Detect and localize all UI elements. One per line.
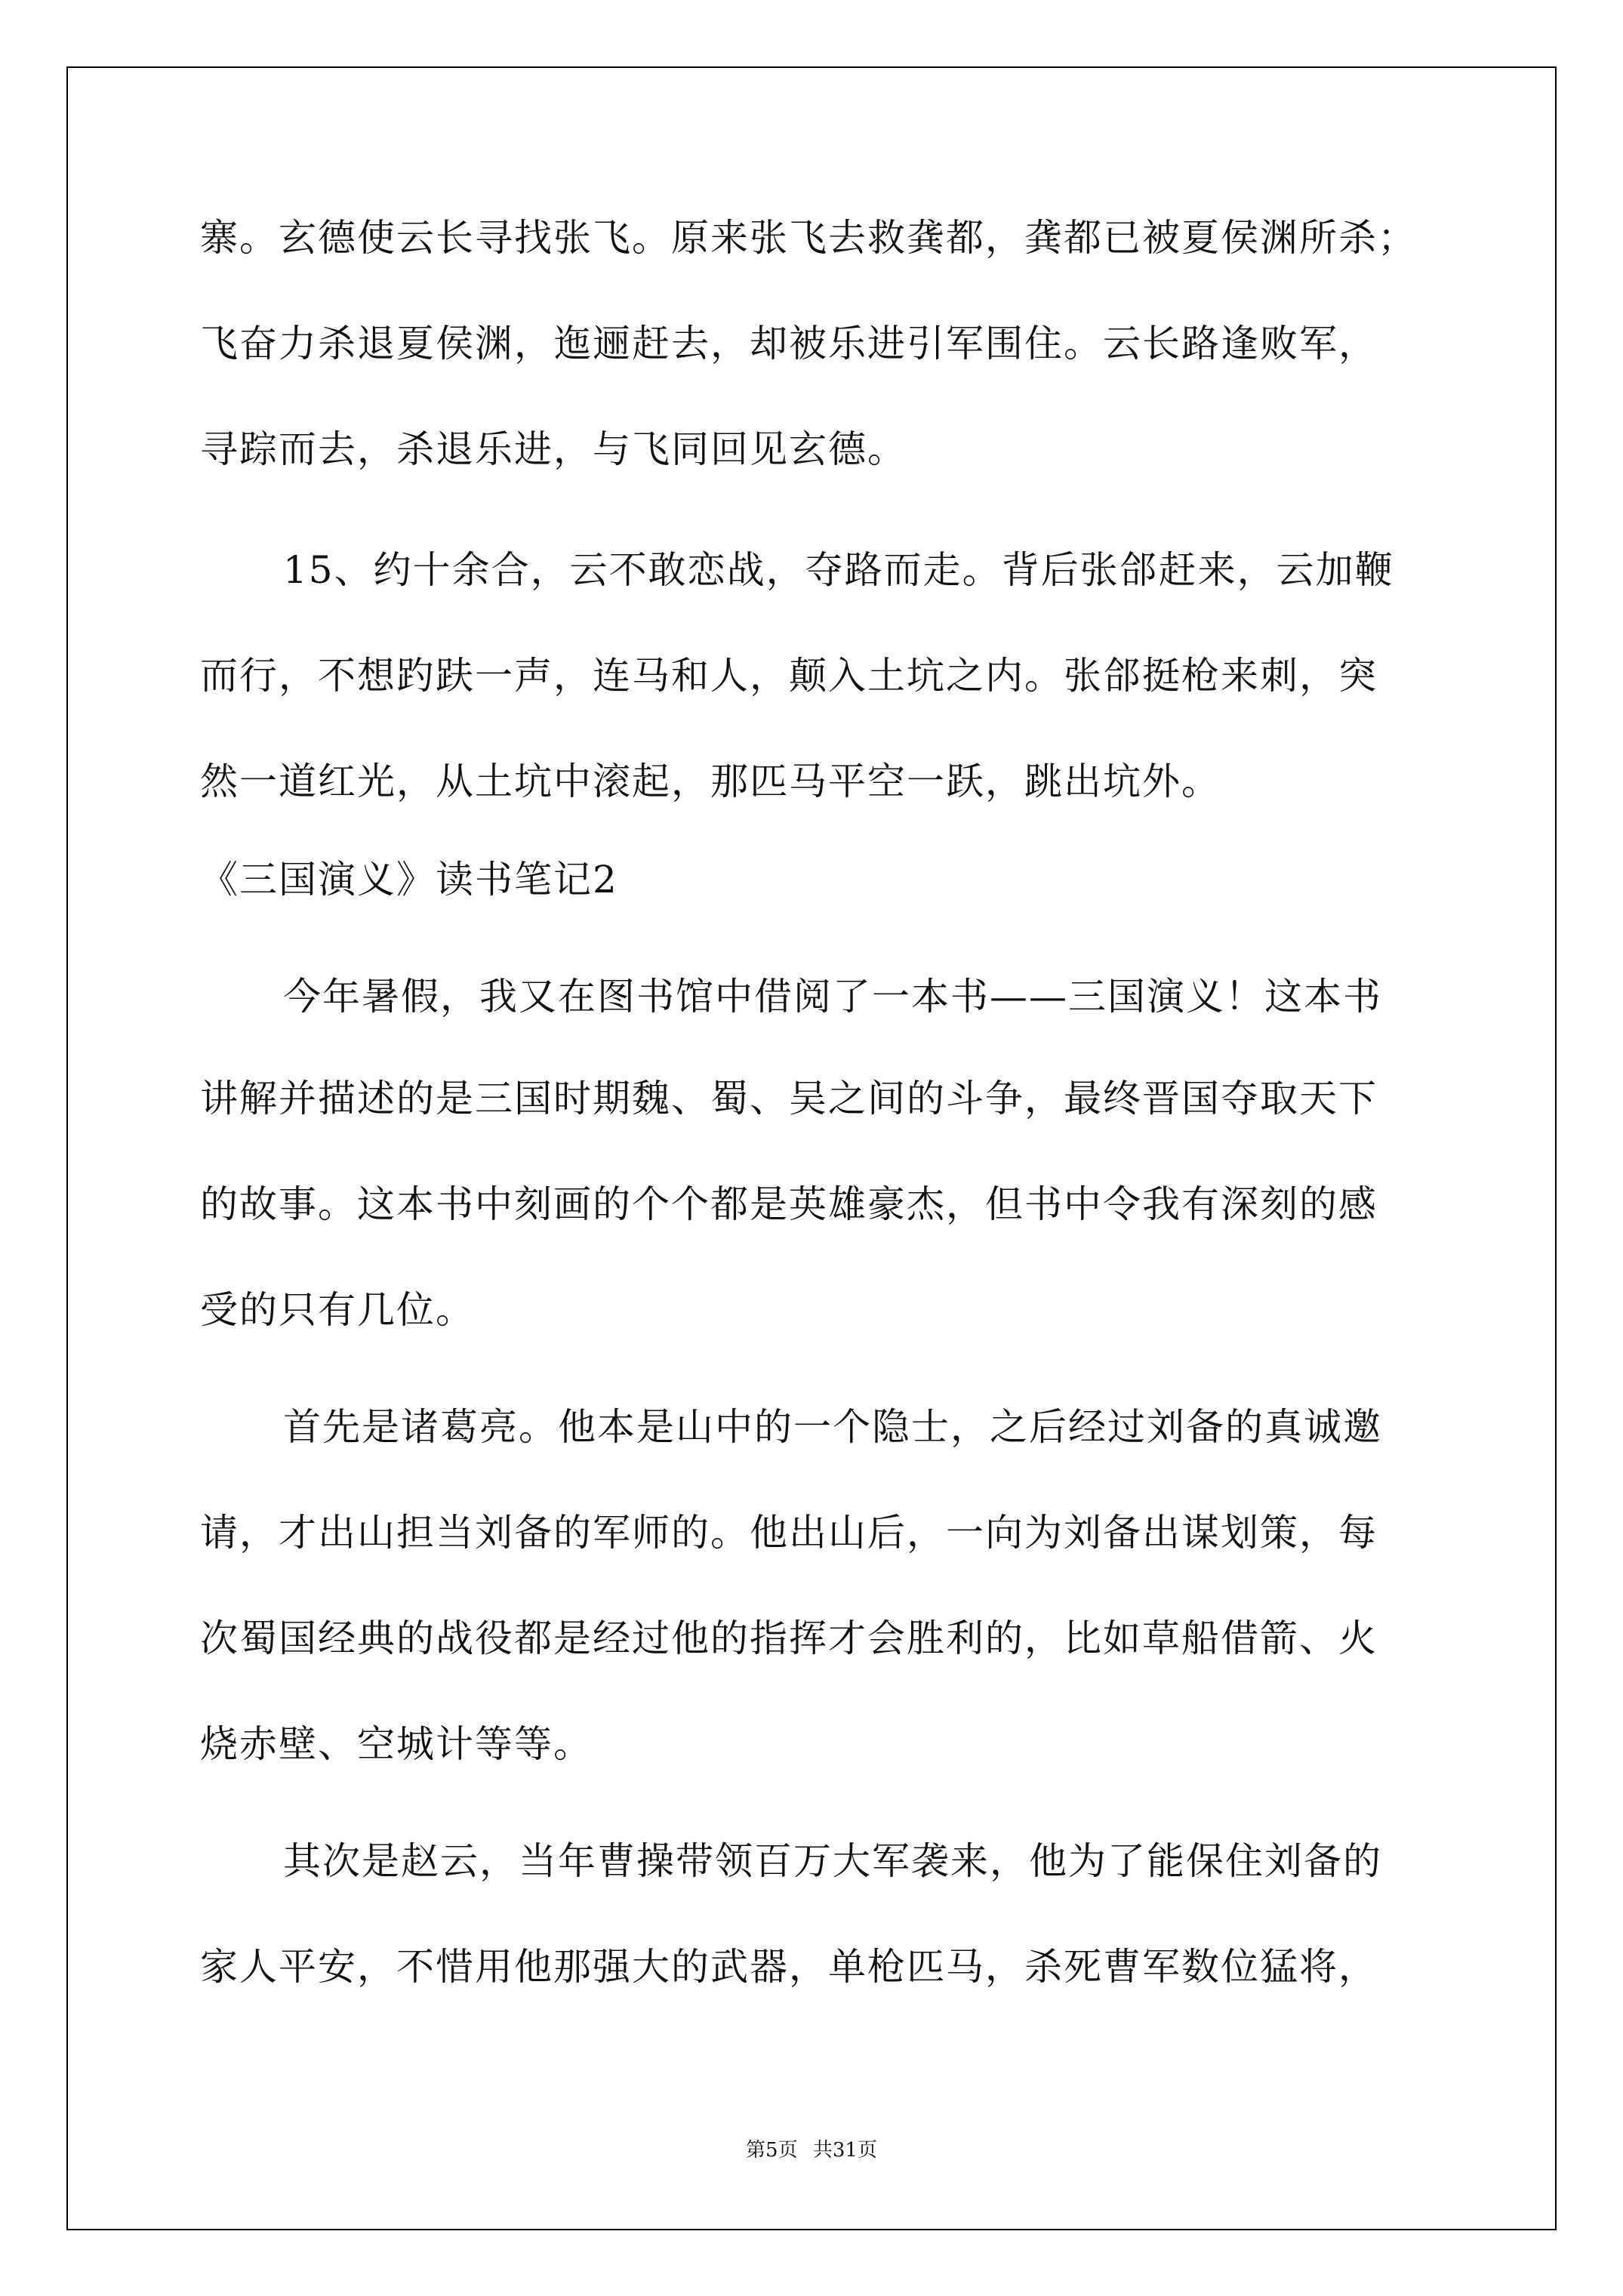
text-line: 请，才出山担当刘备的军师的。他出山后，一向为刘备出谋划策，每 (200, 1511, 1378, 1555)
text-line: 的故事。这本书中刻画的个个都是英雄豪杰，但书中令我有深刻的感 (200, 1182, 1378, 1226)
page-border (66, 66, 1557, 2230)
text-line: 其次是赵云，当年曹操带领百万大军袭来，他为了能保住刘备的 (283, 1839, 1382, 1883)
text-line: 寻踪而去，杀退乐进，与飞同回见玄德。 (200, 427, 907, 471)
text-line: 寨。玄德使云长寻找张飞。原来张飞去救龚都，龚都已被夏侯渊所杀； (200, 216, 1417, 260)
page-footer (0, 2137, 1623, 2163)
text-line: 家人平安，不惜用他那强大的武器，单枪匹马，杀死曹军数位猛将， (200, 1945, 1378, 1989)
text-line: 次蜀国经典的战役都是经过他的指挥才会胜利的，比如草船借箭、火 (200, 1616, 1378, 1660)
text-line: 飞奋力杀退夏侯渊，迤逦赶去，却被乐进引军围住。云长路逢败军， (200, 322, 1378, 365)
text-line: 烧赤壁、空城计等等。 (200, 1722, 593, 1766)
section-heading: 《三国演义》读书笔记2 (200, 858, 618, 901)
text-line: 15、约十余合，云不敢恋战，夺路而走。背后张郃赶来，云加鞭 (283, 548, 1394, 592)
page-total: 共31页 (812, 2139, 877, 2162)
text-line: 然一道红光，从土坑中滚起，那匹马平空一跃，跳出坑外。 (200, 760, 1221, 803)
text-line: 讲解并描述的是三国时期魏、蜀、吴之间的斗争，最终晋国夺取天下 (200, 1077, 1378, 1120)
text-line: 今年暑假，我又在图书馆中借阅了一本书——三国演义！这本书 (283, 975, 1382, 1019)
text-line: 而行，不想趵趺一声，连马和人，颠入土坑之内。张郃挺枪来刺，突 (200, 654, 1378, 698)
text-line: 首先是诸葛亮。他本是山中的一个隐士，之后经过刘备的真诚邀 (283, 1405, 1382, 1449)
text-line: 受的只有几位。 (200, 1288, 475, 1332)
page-number: 第5页 (746, 2139, 798, 2162)
